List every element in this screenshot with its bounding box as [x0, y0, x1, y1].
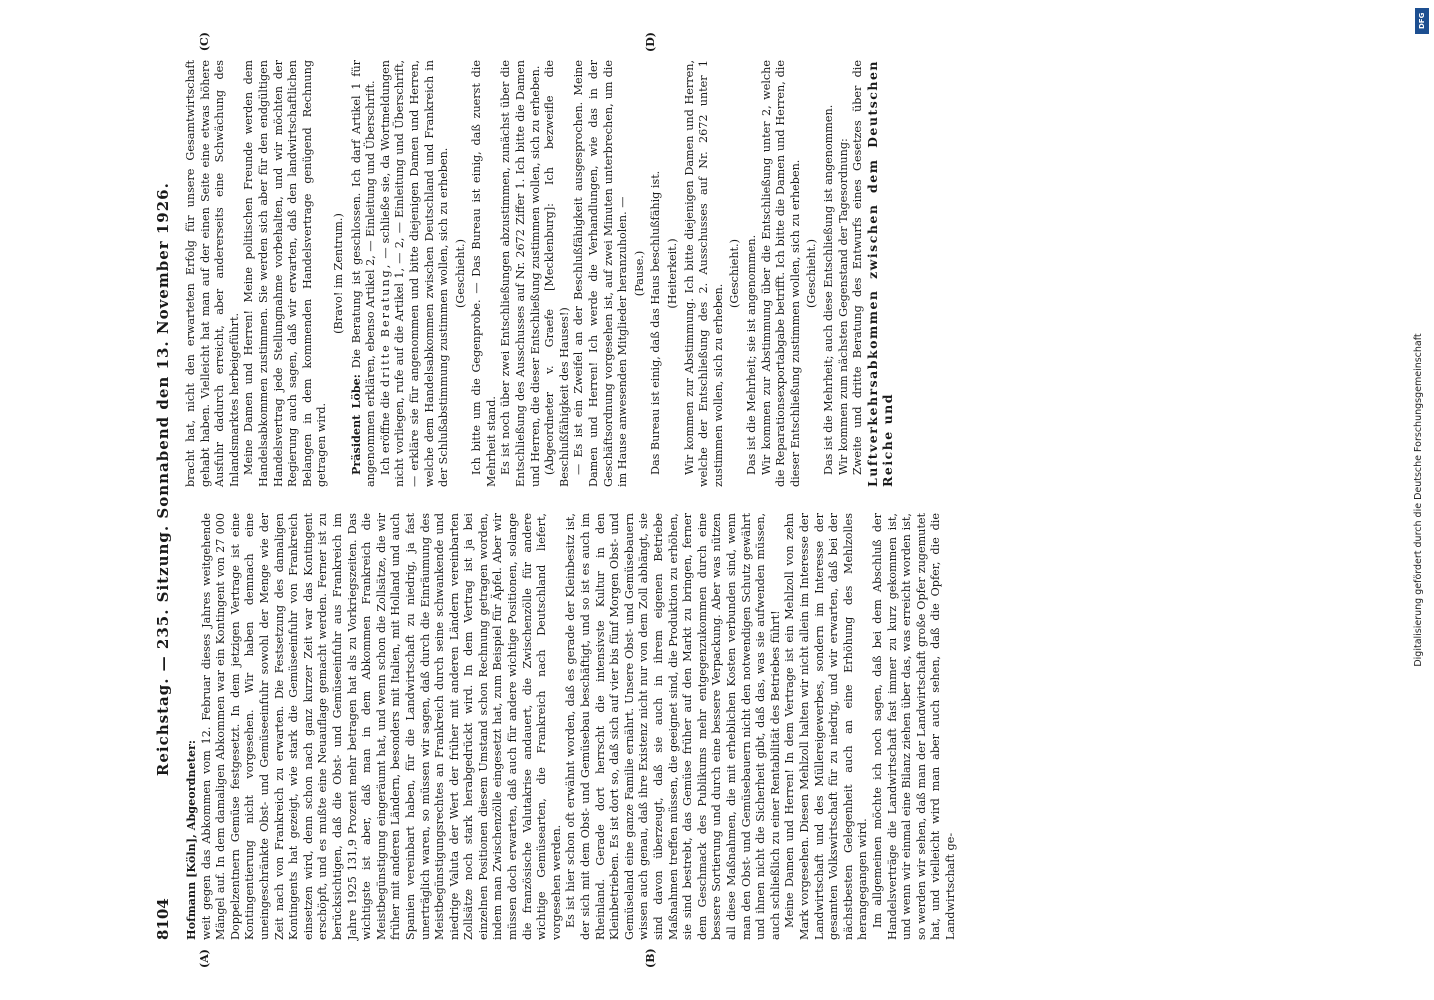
- paragraph: — Es ist ein Zweifel an der Beschlußfähigkeit ausgesprochen. Meine Damen und Herren! Ich werde die Verhandlungen, wie das in der Geschäftsordnung vorgesehen ist, auf zwei Minuten unterbrechen, um die im Hause anwesenden Mitglieder heranzuholen. —: [572, 60, 630, 487]
- digitization-note: [1406, 0, 1432, 1000]
- scanned-page: [150, 32, 1390, 968]
- paragraph: Im allgemeinen möchte ich noch sagen, daß bei dem Abschluß der Handelsverträge die Landwirtschaft fast immer zu kurz gekommen ist, und wenn wir einmal eine Bilanz ziehen über das, was erreicht worden ist, so werden wir sehen, daß man der Landwirtschaft große Opfer zugemutet hat, und vielleicht wird man aber auch sehen, daß die Opfer, die die Landwirtschaft ge-: [870, 513, 957, 940]
- reaction: (Geschieht.): [453, 239, 467, 308]
- speaker-hofmann: Hofmann [Köln], Abgeordneter:: [184, 740, 198, 940]
- paragraph: Es ist hier schon oft erwähnt worden, daß es gerade der Kleinbesitz ist, der sich mit dem Obst- und Gemüsebau beschäftigt, und so ist es auch im Rheinland. Gerade dort herrscht die intensivste Kultur in den Kleinbetrieben. Es ist dort so, daß sich auf vier bis fünf Morgen Obst- und Gemüseland eine ganze Familie ernährt. Unsere Obst- und Gemüsebauern wissen auch genau, daß ihre Existenz nicht nur von dem Zoll abhängt, sie sind davon überzeugt, daß sie auch in ihrem eigenen Betriebe Maßnahmen treffen müssen, die geeignet sind, die Produktion zu erhöhen, sie sind bestrebt, das Gemüse früher auf den Markt zu bringen, ferner dem Geschmack des Publikums mehr entgegenzukommen durch eine bessere Sortierung und durch eine bessere Verpackung. Aber was nützen all diese Maßnahmen, die mit erheblichen Kosten verbunden sind, wenn man den Obst- und Gemüsebauern nicht den notwendigen Schutz gewährt und ihnen nicht die Sicherheit gibt, daß das, was sie aufwenden müssen, auch schließlich zu einer Rentabilität des Betriebes führt!: [564, 513, 782, 940]
- paragraph: Das Bureau ist einig, daß das Haus beschlußfähig ist.: [649, 170, 663, 475]
- paragraph-end: — schließe sie, da Wortmeldungen nicht vorliegen, rufe auf die Artikel 1, — 2, — Einleitung und Überschrift, — erkläre sie für angenommen und bitte diejenigen Damen und Herren, welche dem Handelsabkommen zwischen Deutschland und Frankreich in der Schlußabstimmung zustimmen wollen, sich zu erheben.: [378, 60, 451, 487]
- page-header: [150, 60, 176, 940]
- reaction: (Geschieht.): [728, 239, 742, 308]
- left-column: [184, 513, 958, 940]
- paragraph: Es ist noch über zwei Entschließungen abzustimmen, zunächst über die Entschließung des Ausschusses auf Nr. 2672 Ziffer 1. Ich bitte die Damen und Herren, die dieser Entschließung zustimmen wollen, sich zu erheben.: [499, 60, 542, 487]
- margin-marker-d: (D): [644, 32, 657, 52]
- paragraph-start: Ich eröffne die: [378, 391, 392, 475]
- page-number: 8104: [154, 898, 172, 940]
- dfg-logo: DFG: [1415, 8, 1429, 34]
- paragraph: Die Beratung ist geschlossen. Ich darf Artikel 1 für angenommen erklären, ebenso Artikel 2, — Einleitung und Überschrift.: [349, 60, 378, 487]
- digitization-note-text: Digitalisierung gefördert durch die Deutsche Forschungsgemeinschaft: [1413, 333, 1424, 667]
- paragraph: weit gegen das Abkommen vom 12. Februar dieses Jahres weitgehende Mängel auf. In dem damaligen Abkommen war ein Kontingent von 27 000 Doppelzentnern Gemüse festgesetzt. In dem jetzigen Vertrage ist eine Kontingentierung nicht vorgesehen. Wir haben demnach eine uneingeschränkte Obst- und Gemüseeinfuhr sowohl der Menge wie der Zeit nach von Frankreich zu erwarten. Die Festsetzung des damaligen Kontingents hat gezeigt, wie stark die Gemüseeinfuhr von Frankreich einsetzen wird, denn schon nach ganz kurzer Zeit war das Kontingent erschöpft, und es mußte eine Neuauflage gemacht werden. Ferner ist zu berücksichtigen, daß die Obst- und Gemüseeinfuhr aus Frankreich im Jahre 1925 131,9 Prozent mehr betragen hat als zu Vorkriegszeiten. Das wichtigste ist aber, daß man in dem Abkommen Frankreich die Meistbegünstigung eingeräumt hat, und wenn schon die Zollsätze, die wir früher mit anderen Ländern, besonders mit Italien, mit Holland und auch Spanien vereinbart haben, für die Landwirtschaft zu niedrig, ja fast unerträglich waren, so müssen wir sagen, daß durch die Einräumung des Meistbegünstigungsrechtes an Frankreich durch seine schwankende und niedrige Valuta der Wert der früher mit anderen Ländern vereinbarten Zollsätze noch stark herabgedrückt wird. In dem Vertrag ist ja bei einzelnen Positionen diesem Umstand schon Rechnung getragen worden, indem man Zwischenzölle eingesetzt hat, zum Beispiel für Äpfel. Aber wir müssen doch erwarten, daß auch für andere wichtige Positionen, solange die französische Valutakrise andauert, die Zwischenzölle für andere wichtige Gemüsearten, die Frankreich nach Deutschland liefert, vorgesehen werden.: [199, 513, 563, 940]
- paragraph: Das ist die Mehrheit; sie ist angenommen.: [744, 234, 758, 475]
- reaction: (Geschieht.): [805, 239, 819, 308]
- reaction: (Pause.): [632, 250, 646, 297]
- paragraph: Meine Damen und Herren! Meine politischen Freunde werden dem Handelsabkommen zustimmen. Sie werden sich aber für den endgültigen Handelsvertrag jede Stellungnahme vorbehalten, und wir möchten der Regierung auch sagen, daß wir erwarten, daß den landwirtschaftlichen Belangen in dem kommenden Handelsvertrage genügend Rechnung getragen wird.: [242, 60, 329, 487]
- reaction: (Heiterkeit.): [666, 238, 679, 309]
- bill-title: Luftverkehrsabkommen zwischen dem Deutschen Reiche und: [864, 60, 896, 487]
- paragraph: Meine Damen und Herren! In dem Vertrage ist ein Mehlzoll von zehn Mark vorgesehen. Diesen Mehlzoll halten wir nicht allein im Interesse der Landwirtschaft und des Müllereigewerbes, sondern im Interesse der gesamten Volkswirtschaft für zu niedrig, und wir erwarten, daß bei der nächstbesten Gelegenheit auch an eine Erhöhung des Mehlzolles herangegangen wird.: [783, 513, 870, 940]
- speaker-president: Präsident Löbe:: [348, 374, 363, 475]
- paragraph: Wir kommen zur Abstimmung. Ich bitte diejenigen Damen und Herren, welche der Entschließung des 2. Ausschusses auf Nr. 2672 unter 1 zustimmen wollen, sich zu erheben.: [682, 60, 725, 487]
- margin-marker-a: (A): [198, 949, 211, 968]
- paragraph: Ich bitte um die Gegenprobe. — Das Bureau ist einig, daß zuerst die Mehrheit stand.: [470, 60, 498, 487]
- margin-marker-c: (C): [198, 32, 211, 52]
- text-columns: [184, 32, 958, 968]
- paragraph: Wir kommen zur Abstimmung über die Entschließung unter 2, welche die Reparationsexportabgabe betrifft. Ich bitte die Damen und Herren, die dieser Entschließung zustimmen wollen, sich zu erheben.: [759, 60, 802, 487]
- paragraph-start: Zweite und dritte Beratung des Entwurfs eines Gesetzes über die: [851, 60, 865, 475]
- page-title: Reichstag. — 235. Sitzung. Sonnabend den 13. November 1926.: [154, 182, 172, 777]
- paragraph: Wir kommen zum nächsten Gegenstand der Tagesordnung:: [836, 138, 850, 475]
- emphasis-third-reading: dritte Beratung,: [378, 262, 392, 387]
- paragraph: Das ist die Mehrheit; auch diese Entschließung ist angenommen.: [821, 104, 835, 475]
- right-column: [184, 60, 958, 487]
- paragraph: bracht hat, nicht den erwarteten Erfolg für unsere Gesamtwirtschaft gehabt haben. Vielleicht hat man auf der einen Seite eine etwas höhere Ausfuhr dadurch erreicht, aber andererseits eine Schwächung des Inlandsmarktes herbeigeführt.: [184, 60, 241, 487]
- interjection: (Abgeordneter v. Graefe [Mecklenburg]: Ich bezweifle die Beschlußfähigkeit des Hauses!): [543, 60, 571, 487]
- margin-marker-b: (B): [644, 948, 657, 968]
- reaction: (Bravo! im Zentrum.): [331, 213, 345, 334]
